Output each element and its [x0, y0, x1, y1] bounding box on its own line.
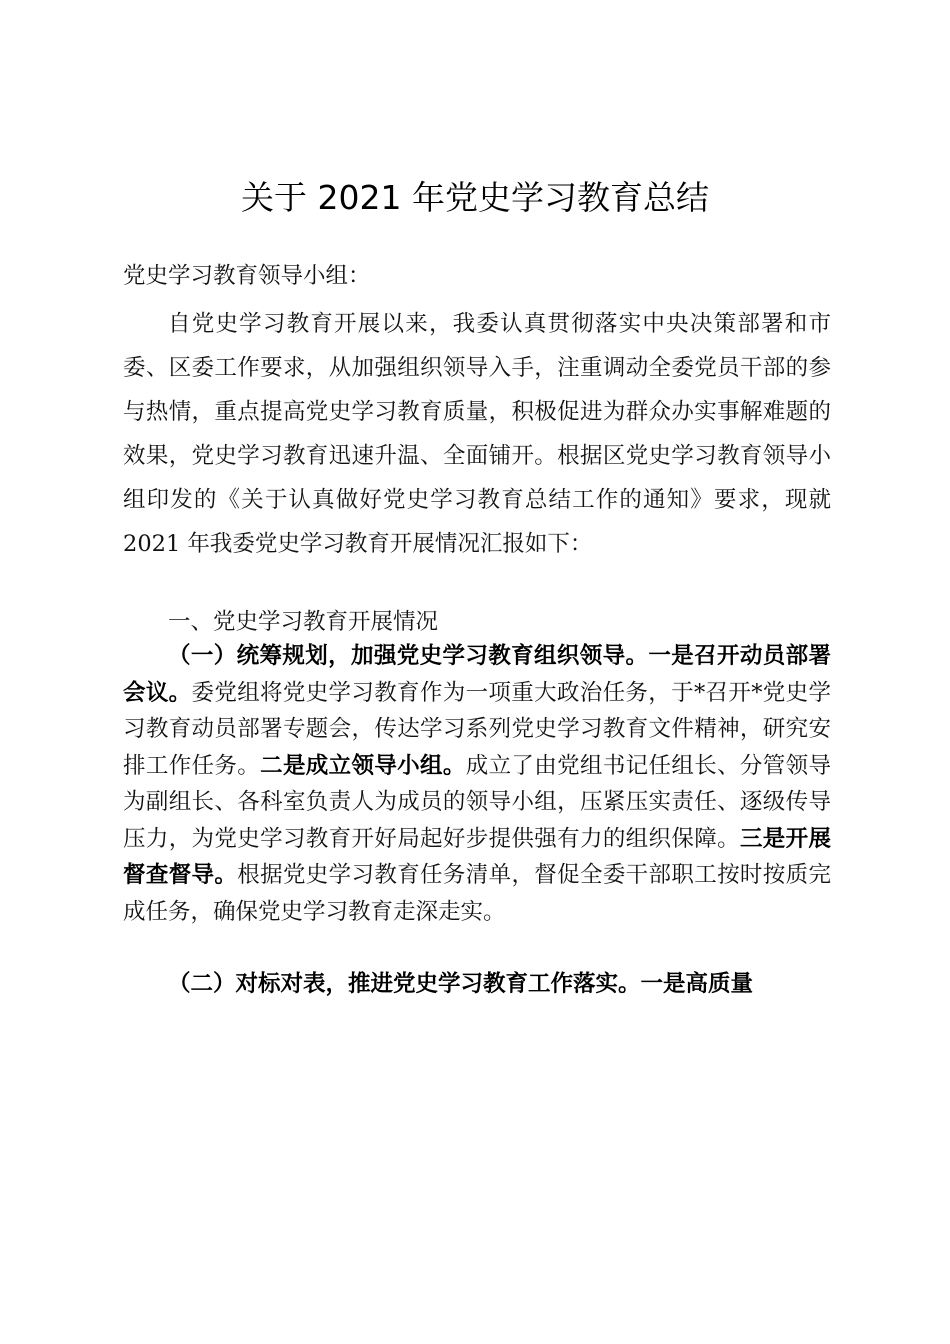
point-label: 一是召开动员部署会议。 [123, 643, 831, 706]
point-text: 成立了由党组书记任组长、分管领导为副组长、各科室负责人为成员的领导小组，压紧压实责任、逐级传导压力，为党史学习教育开好局起好步提供强有力的组织保障。 [123, 752, 831, 852]
document-title: 关于 2021 年党史学习教育总结 [241, 178, 709, 217]
point-label: 三是开展督查督导。 [123, 825, 831, 888]
intro-paragraph: 自党史学习教育开展以来，我委认真贯彻落实中央决策部署和市委、区委工作要求，从加强组织领导入手，注重调动全委党员干部的参与热情，重点提高党史学习教育质量，积极促进为群众办实事解难题的效果，党史学习教育迅速升温、全面铺开。根据区党史学习教育领导小组印发的《关于认真做好党史学习教育总结工作的通知》要求，现就 2021 年我委党史学习教育开展情况汇报如下： [123, 311, 831, 557]
point-text: 根据党史学习教育任务清单，督促全委干部职工按时按质完成任务，确保党史学习教育走深走实。 [123, 862, 831, 925]
point-label: 二是成立领导小组。 [260, 752, 466, 779]
point-label: 一是高质量 [640, 971, 754, 997]
paragraph-work-implementation [123, 964, 831, 1004]
subsection-heading: （一）统筹规划，加强党史学习教育组织领导。 [168, 643, 649, 669]
point-text: 委党组将党史学习教育作为一项重大政治任务，于*召开*党史学习教育动员部署专题会，传达学习系列党史学习教育文件精神，研究安排工作任务。 [123, 679, 831, 779]
salutation: 党史学习教育领导小组： [123, 263, 371, 289]
subsection-heading: （二）对标对表，推进党史学习教育工作落实。 [168, 971, 641, 997]
paragraph-organization-leadership [123, 638, 831, 930]
section-heading: 一、党史学习教育开展情况 [168, 609, 439, 635]
